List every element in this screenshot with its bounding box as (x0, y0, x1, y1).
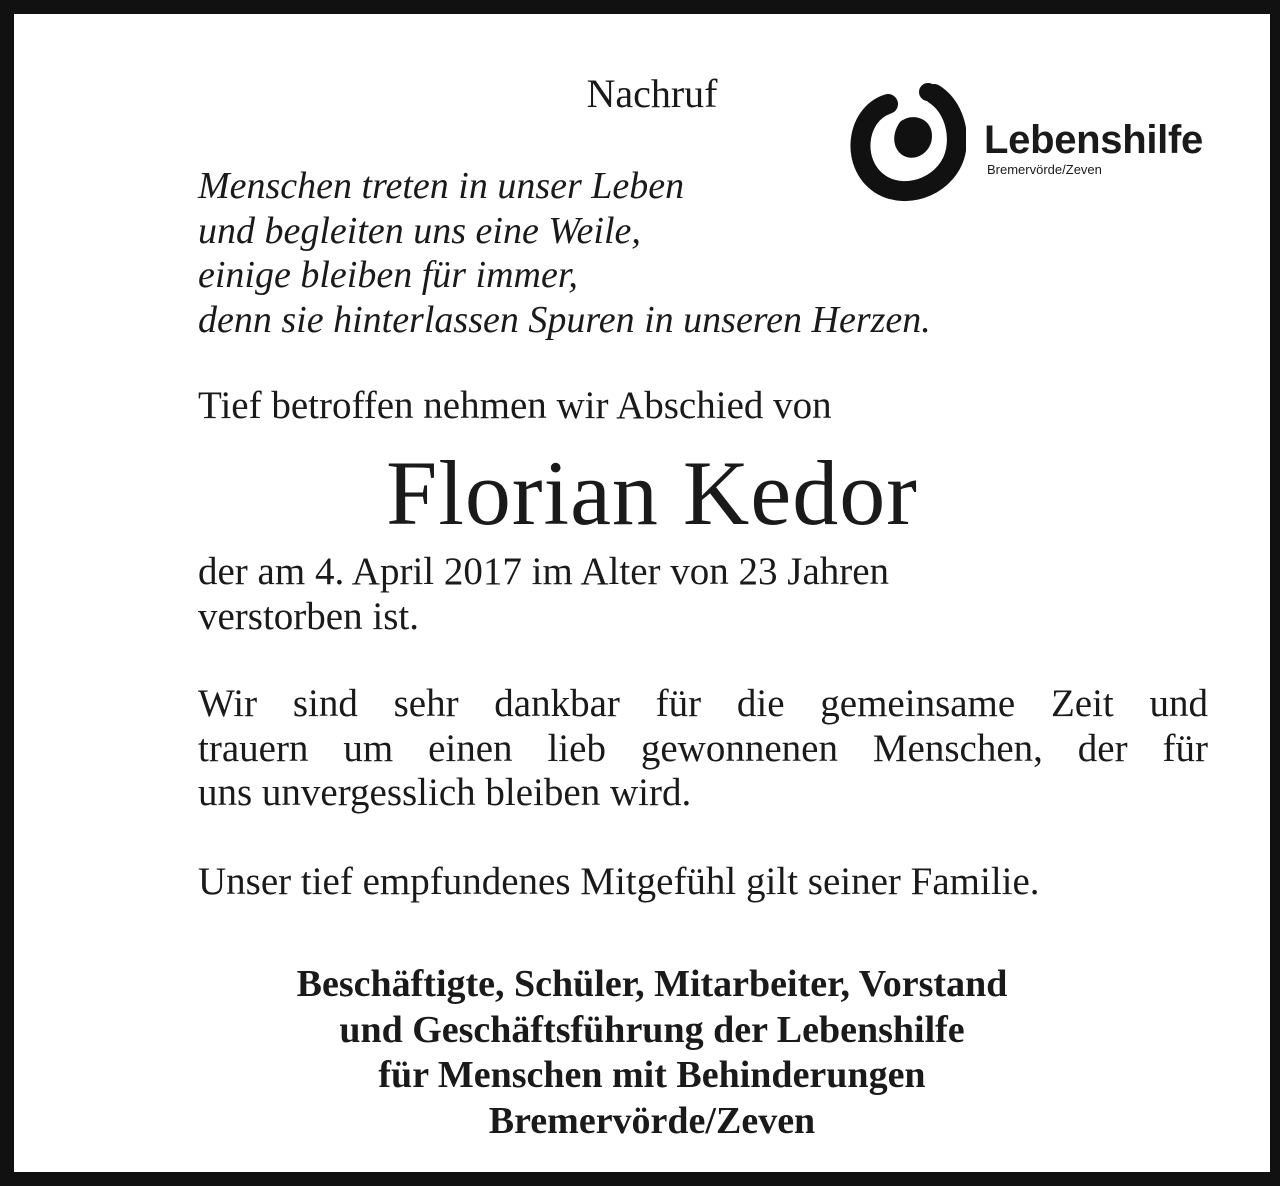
gratitude-line: Wir sind sehr dankbar für die gemeinsame Zeit und (198, 682, 1208, 725)
signature-line: Bremervörde/Zeven (488, 1099, 816, 1142)
farewell-intro: Tief betroffen nehmen wir Abschied von (198, 384, 832, 427)
death-line: verstorben ist. (198, 594, 419, 638)
signature-block (14, 962, 1280, 1144)
poem-line: und begleiten uns eine Weile, (198, 209, 641, 252)
deceased-name: Florian Kedor (386, 442, 918, 544)
logo-subtitle: Bremervörde/Zeven (987, 162, 1102, 177)
heading: Nachruf (586, 71, 718, 116)
poem-line: Menschen treten in unser Leben (198, 165, 685, 207)
signature-line: Beschäftigte, Schüler, Mitarbeiter, Vorstand (296, 963, 1008, 1005)
gratitude-paragraph (198, 682, 1208, 816)
gratitude-line: trauern um einen lieb gewonnenen Menschen, der für (198, 726, 1208, 770)
poem-line: denn sie hinterlassen Spuren in unseren Herzen. (198, 298, 931, 341)
poem-line: einige bleiben für immer, (198, 254, 578, 296)
sympathy-paragraph (198, 860, 1208, 905)
signature-line: und Geschäftsführung der Lebenshilfe (339, 1008, 965, 1051)
poem (198, 164, 931, 342)
death-details (198, 550, 1208, 639)
logo-name: Lebenshilfe (984, 118, 1203, 162)
sympathy-line: Unser tief empfundenes Mitgefühl gilt seiner Familie. (198, 860, 1040, 903)
death-line: der am 4. April 2017 im Alter von 23 Jahren (198, 550, 890, 593)
gratitude-line: uns unvergesslich bleiben wird. (198, 771, 692, 814)
signature-line: für Menschen mit Behinderungen (378, 1054, 926, 1096)
